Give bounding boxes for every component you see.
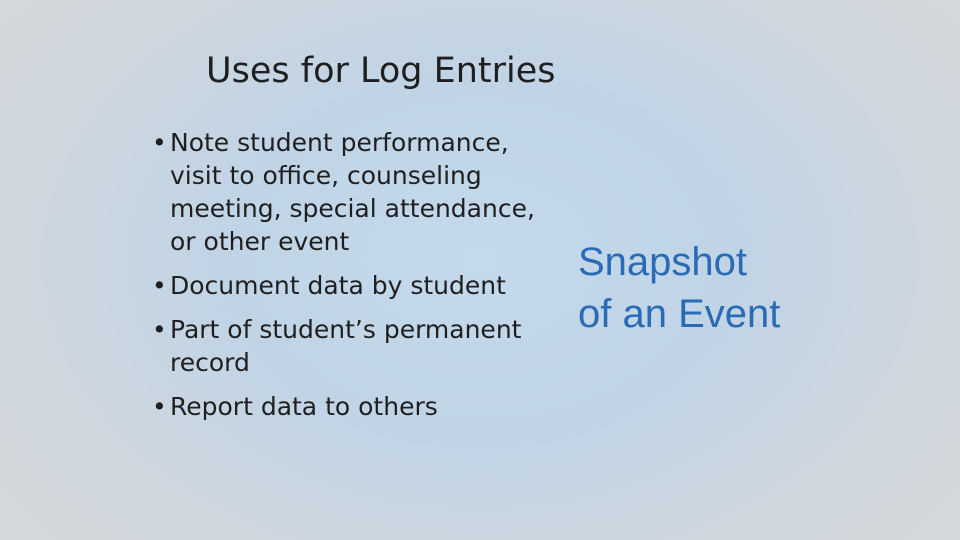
snapshot-callout [578, 236, 858, 340]
bullet-list [150, 126, 550, 434]
bullet-item: • Report data to others [150, 390, 550, 423]
bullet-item: • Note student performance, visit to office, counseling meeting, special attendance, or other event [150, 126, 550, 258]
callout-line-2: of an Event [578, 292, 781, 336]
callout-line-1: Snapshot [578, 240, 748, 284]
bullet-item: • Part of student’s permanent record [150, 313, 550, 379]
slide-title: Uses for Log Entries [206, 51, 556, 91]
bullet-item: • Document data by student [150, 269, 550, 302]
